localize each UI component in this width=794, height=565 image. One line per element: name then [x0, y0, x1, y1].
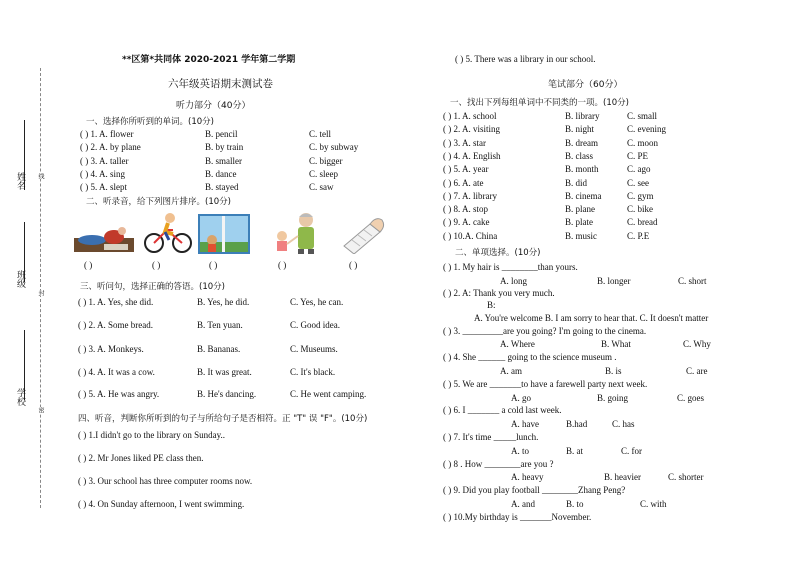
r-sec1-row-1-col-2: B. library	[565, 111, 600, 121]
l-sec1-row-1-col-1: ( ) 1. A. flower	[80, 129, 134, 139]
l-sec3-row-2-col-2: B. Ten yuan.	[197, 320, 243, 330]
l-sec3-row-3-col-3: C. Museums.	[290, 344, 338, 354]
picture-2-cycling	[143, 212, 193, 254]
r-sec1-row-6-col-2: B. did	[565, 177, 588, 188]
r-sec1-row-4-col-1: ( ) 4. A. English	[443, 150, 501, 161]
r-q1: ( ) 1. My hair is ________than yours.	[443, 262, 578, 272]
l-sec4-title: 四、听音，判断你所听到的句子与所给句子是否相符。正 "T" 误 "F"。(10分)	[78, 414, 368, 424]
r-sec1-title: 一、找出下列每组单词中不同类的一项。(10分)	[450, 98, 629, 108]
l-sec4-item-3: ( ) 3. Our school has three computer rooms now.	[78, 476, 253, 486]
r-q6: ( ) 6. I _______ a cold last week.	[443, 405, 562, 415]
r-q1-a: A. long	[500, 276, 527, 286]
r-sec1-row-8-col-3: C. bike	[627, 204, 653, 215]
r-q7: ( ) 7. It's time _____lunch.	[443, 432, 539, 442]
r-sec1-row-10-col-1: ( ) 10.A. China	[443, 230, 498, 241]
l-sec3-row-3-col-1: ( ) 3. A. Monkeys.	[78, 344, 144, 354]
r-q7-c: C. for	[621, 446, 642, 456]
r-sec1-row-2-col-3: C. evening	[627, 124, 666, 135]
r-q4-b: B. is	[605, 366, 622, 376]
r-q4: ( ) 4. She ______ going to the science museum .	[443, 352, 617, 362]
written-title: 笔试部分（60分）	[548, 80, 623, 90]
r-sec1-row-1-col-3: C. small	[627, 111, 658, 121]
r-sec1-row-3-col-3: C. moon	[627, 137, 659, 148]
seal-mark-close: 密	[37, 407, 44, 413]
r-q3-c: C. Why	[683, 339, 711, 349]
r-q4-a: A. am	[500, 366, 522, 376]
listening-title: 听力部分（40分）	[176, 101, 251, 111]
l-sec3-row-2-col-1: ( ) 2. A. Some bread.	[78, 320, 153, 330]
l-sec1-row-2-col-1: ( ) 2. A. by plane	[80, 142, 141, 153]
l-sec1-row-3-col-1: ( ) 3. A. taller	[80, 155, 129, 166]
r-sec1-row-4-col-2: B. class	[565, 150, 593, 161]
r-sec1-row-2-col-1: ( ) 2. A. visiting	[443, 124, 501, 135]
picture-2-answer-bracket[interactable]: ( )	[152, 260, 161, 270]
r-q8-b: B. heavier	[604, 472, 641, 482]
picture-5-bandaged-arm	[340, 216, 386, 254]
r-q2-b: B:	[487, 300, 496, 310]
l-sec3-row-2-col-3: C. Good idea.	[290, 320, 340, 330]
l-sec1-row-3-col-3: C. bigger	[309, 155, 343, 166]
l-sec3-row-1-col-1: ( ) 1. A. Yes, she did.	[78, 297, 154, 307]
l-sec3-row-3-col-2: B. Bananas.	[197, 344, 241, 354]
l-sec1-row-2-col-2: B. by train	[205, 142, 244, 153]
seal-mark-seal: 封	[37, 290, 44, 296]
r-q2: ( ) 2. A: Thank you very much.	[443, 288, 555, 298]
l-sec3-row-1-col-2: B. Yes, he did.	[197, 297, 250, 307]
l-sec3-row-5-col-3: C. He went camping.	[290, 389, 367, 399]
r-q9-b: B. to	[566, 499, 584, 509]
r-sec1-row-7-col-1: ( ) 7. A. library	[443, 190, 497, 201]
l-sec3-row-1-col-3: C. Yes, he can.	[290, 297, 344, 307]
r-sec1-row-3-col-1: ( ) 3. A. star	[443, 137, 486, 148]
r-sec1-row-10-col-2: B. music	[565, 230, 598, 241]
r-q4-c: C. are	[686, 366, 708, 376]
r-q8-a: A. heavy	[511, 472, 544, 482]
r-sec1-row-9-col-1: ( ) 9. A. cake	[443, 217, 490, 228]
r-sec1-row-2-col-2: B. night	[565, 124, 595, 135]
picture-1-answer-bracket[interactable]: ( )	[84, 260, 93, 270]
l-sec4-item-4: ( ) 4. On Sunday afternoon, I went swimming.	[78, 499, 245, 509]
r-sec2-title: 二、单项选择。(10分)	[455, 248, 541, 258]
r-sec1-row-5-col-1: ( ) 5. A. year	[443, 164, 489, 175]
r-sec1-row-9-col-3: C. bread	[627, 217, 658, 228]
header-line-1: **区第*共同体 2020-2021 学年第二学期	[122, 55, 296, 65]
r-q1-c: C. short	[678, 276, 707, 286]
l-sec1-row-5-col-3: C. saw	[309, 182, 334, 193]
r-sec1-row-7-col-3: C. gym	[627, 190, 654, 201]
r-q5: ( ) 5. We are _______to have a farewell party next week.	[443, 379, 648, 389]
r-q2-opts: A. You're welcome B. I am sorry to hear that. C. It doesn't matter	[474, 313, 709, 323]
r-sec1-row-8-col-1: ( ) 8. A. stop	[443, 204, 488, 215]
r-q10: ( ) 10.My birthday is _______November.	[443, 512, 592, 522]
r-sec1-row-6-col-1: ( ) 6. A. ate	[443, 177, 484, 188]
fold-line	[40, 68, 41, 508]
l-sec1-row-4-col-3: C. sleep	[309, 168, 338, 179]
l-sec1-row-3-col-2: B. smaller	[205, 155, 242, 166]
l-sec1-row-1-col-2: B. pencil	[205, 129, 238, 139]
l-sec1-row-1-col-3: C. tell	[309, 129, 331, 139]
l-sec3-row-4-col-2: B. It was great.	[197, 367, 252, 377]
l-sec1-row-5-col-2: B. stayed	[205, 182, 239, 193]
l-sec1-title: 一、选择你所听到的单词。(10分)	[86, 117, 214, 127]
l-sec1-row-5-col-1: ( ) 5. A. slept	[80, 182, 127, 193]
r-q6-b: B.had	[566, 419, 588, 429]
name-label: 姓名	[15, 172, 25, 190]
r-q5-c: C. goes	[677, 393, 704, 403]
school-label: 学校	[15, 388, 25, 406]
picture-5-answer-bracket[interactable]: ( )	[349, 260, 358, 270]
r-q5-b: B. going	[597, 393, 629, 403]
r-q9-c: C. with	[640, 499, 667, 509]
l-sec3-row-5-col-1: ( ) 5. A. He was angry.	[78, 389, 160, 399]
seal-mark-line: 线	[37, 173, 44, 179]
r-q9: ( ) 9. Did you play football ________Zhang Peng?	[443, 485, 626, 495]
class-label: 班级	[15, 270, 25, 288]
l-sec1-row-4-col-2: B. dance	[205, 168, 237, 179]
l-sec3-title: 三、听问句，选择正确的答语。(10分)	[80, 282, 225, 292]
l-sec1-row-4-col-1: ( ) 4. A. sing	[80, 168, 125, 179]
r-q9-a: A. and	[511, 499, 535, 509]
l-sec2-title: 二、听录音，给下列图片排序。(10分)	[86, 197, 231, 207]
r-q3: ( ) 3. _________are you going? I'm going to the cinema.	[443, 326, 647, 336]
r-q7-a: A. to	[511, 446, 529, 456]
picture-1-washing	[74, 226, 134, 252]
r-sec1-row-5-col-3: C. ago	[627, 164, 651, 175]
r-sec1-row-4-col-3: C. PE	[627, 150, 649, 161]
r-q5-listening: ( ) 5. There was a library in our school.	[455, 54, 596, 64]
r-q8-c: C. shorter	[668, 472, 704, 482]
r-q3-a: A. Where	[500, 339, 535, 349]
r-sec1-row-8-col-2: B. plane	[565, 204, 595, 215]
r-sec1-row-7-col-2: B. cinema	[565, 190, 602, 201]
r-q6-c: C. has	[612, 419, 635, 429]
r-q5-a: A. go	[511, 393, 531, 403]
l-sec1-row-2-col-3: C. by subway	[309, 142, 359, 153]
r-sec1-row-10-col-3: C. P.E	[627, 230, 650, 241]
r-q3-b: B. What	[601, 339, 631, 349]
l-sec3-row-4-col-1: ( ) 4. A. It was a cow.	[78, 367, 155, 377]
r-q8: ( ) 8 . How ________are you ?	[443, 459, 554, 469]
r-sec1-row-1-col-1: ( ) 1. A. school	[443, 111, 497, 121]
r-q1-b: B. longer	[597, 276, 631, 286]
picture-4-grandma-child	[268, 212, 324, 254]
picture-3-window-view	[198, 214, 250, 254]
r-sec1-row-9-col-2: B. plate	[565, 217, 593, 228]
l-sec4-item-2: ( ) 2. Mr Jones liked PE class then.	[78, 453, 204, 463]
r-q7-b: B. at	[566, 446, 583, 456]
r-sec1-row-6-col-3: C. see	[627, 177, 649, 188]
r-sec1-row-5-col-2: B. month	[565, 164, 599, 175]
r-q6-a: A. have	[511, 419, 539, 429]
l-sec4-item-1: ( ) 1.I didn't go to the library on Sunday..	[78, 430, 226, 440]
r-sec1-row-3-col-2: B. dream	[565, 137, 598, 148]
l-sec3-row-5-col-2: B. He's dancing.	[197, 389, 257, 399]
picture-3-answer-bracket[interactable]: ( )	[209, 260, 218, 270]
picture-4-answer-bracket[interactable]: ( )	[278, 260, 287, 270]
exam-title: 六年级英语期末测试卷	[168, 78, 273, 90]
l-sec3-row-4-col-3: C. It's black.	[290, 367, 336, 377]
